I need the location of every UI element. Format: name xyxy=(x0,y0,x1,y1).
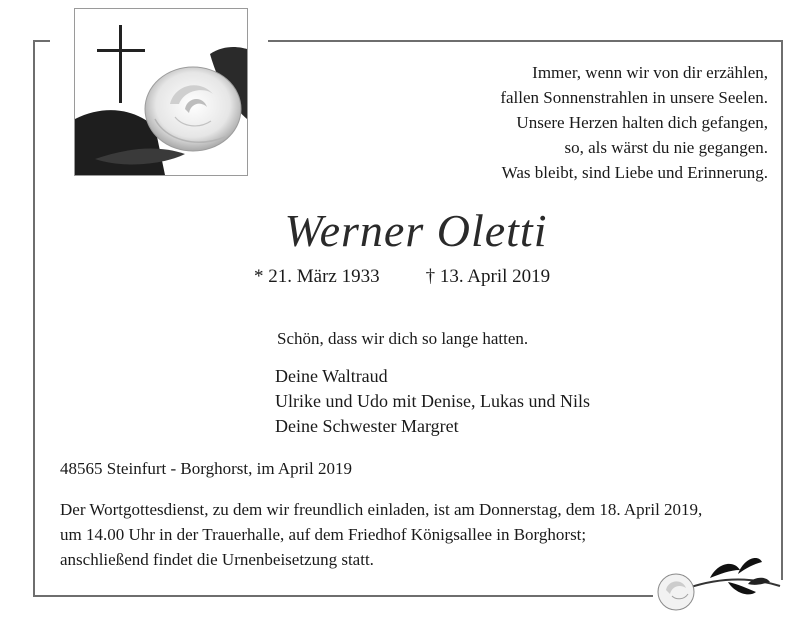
farewell-quote: Schön, dass wir dich so lange hatten. xyxy=(277,329,529,348)
frame-left xyxy=(33,40,35,597)
family-line: Deine Schwester Margret xyxy=(275,416,459,436)
family-line: Deine Waltraud xyxy=(275,366,388,386)
poem-line: Immer, wenn wir von dir erzählen, xyxy=(532,63,768,82)
family-line: Ulrike und Udo mit Denise, Lukas und Nils xyxy=(275,391,590,411)
service-line: anschließend findet die Urnenbeisetzung statt. xyxy=(60,550,374,569)
frame-bottom xyxy=(33,595,653,597)
rose-icon xyxy=(648,548,783,621)
poem-line: fallen Sonnenstrahlen in unsere Seelen. xyxy=(500,88,768,107)
poem-line: Was bleibt, sind Liebe und Erinnerung. xyxy=(501,163,768,182)
service-line: um 14.00 Uhr in der Trauerhalle, auf dem Friedhof Königsallee in Borghorst; xyxy=(60,525,587,544)
deceased-name: Werner Oletti xyxy=(284,205,548,256)
frame-right xyxy=(781,40,783,580)
cross-and-rose-icon xyxy=(74,8,248,176)
poem xyxy=(348,60,768,185)
place-and-date: 48565 Steinfurt - Borghorst, im April 2019 xyxy=(60,459,352,478)
service-line: Der Wortgottesdienst, zu dem wir freundlich einladen, ist am Donnerstag, dem 18. April 2019, xyxy=(60,500,703,519)
poem-line: Unsere Herzen halten dich gefangen, xyxy=(516,113,768,132)
frame-top-left xyxy=(33,40,50,42)
life-dates xyxy=(254,266,550,288)
death-date: † 13. April 2019 xyxy=(425,266,551,287)
birth-date: * 21. März 1933 xyxy=(254,266,380,287)
frame-top-right xyxy=(268,40,783,42)
family-signatures xyxy=(275,364,590,439)
poem-line: so, als wärst du nie gegangen. xyxy=(564,138,768,157)
